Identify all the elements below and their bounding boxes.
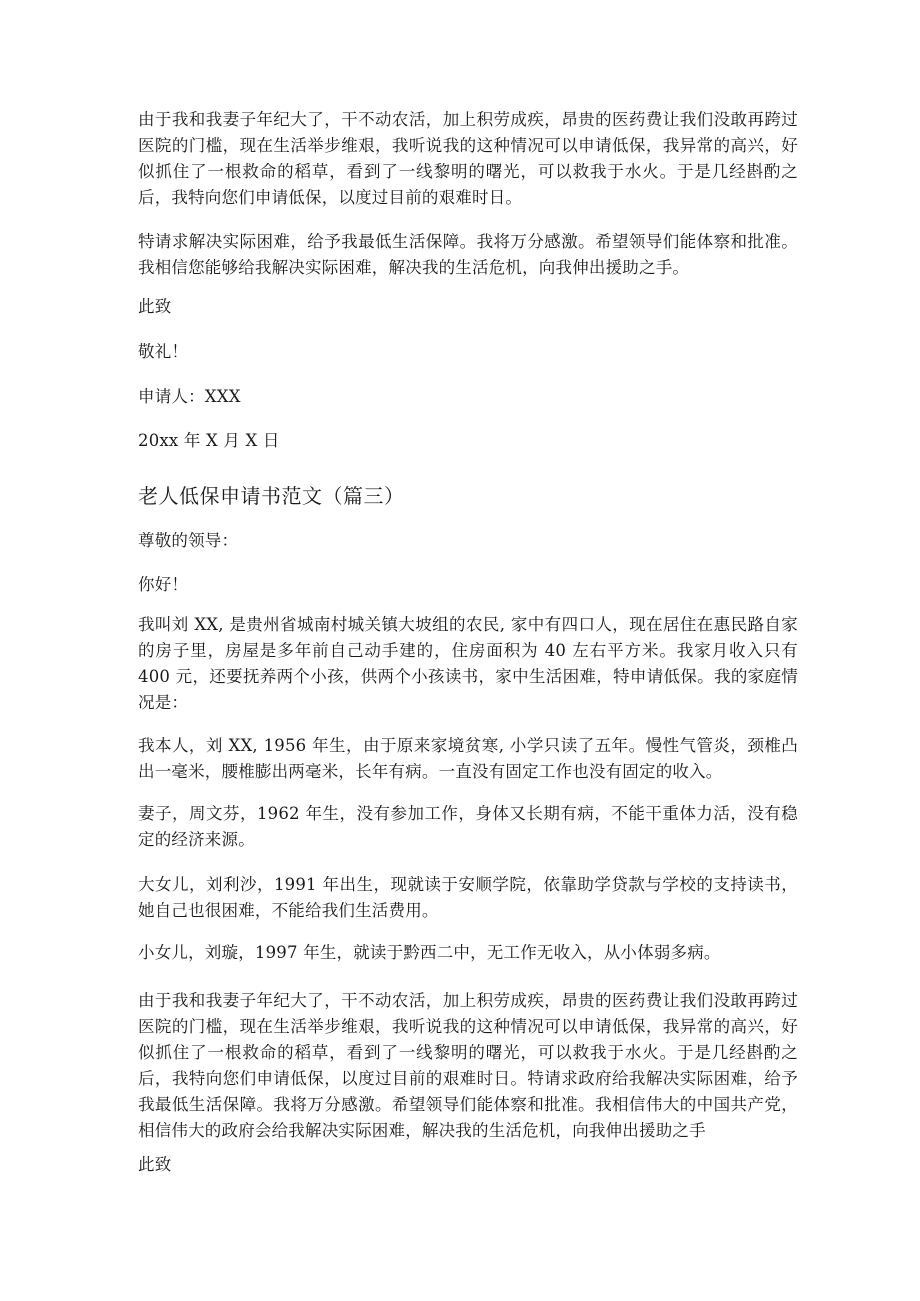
paragraph-hardship: 由于我和我妻子年纪大了，干不动农活，加上积劳成疾，昂贵的医药费让我们没敢再跨过医院的门槛，现在生活举步维艰，我听说我的这种情况可以申请低保，我异常的高兴，好似抓住了一根救命的稻草，看到了一线黎明的曙光，可以救我于水火。于是几经斟酌之后，我特向您们申请低保，以度过目前的艰难时日。 (138, 110, 798, 207)
salutation-jingli: 敬礼！ (138, 342, 189, 361)
paragraph-wife: 妻子，周文芬，1962 年生，没有参加工作，身体又长期有病，不能干重体力活，没有稳定的经济来源。 (138, 804, 798, 849)
closing-cizhi-2: 此致 (138, 1155, 172, 1174)
section-heading: 老人低保申请书范文（篇三） (138, 484, 405, 508)
paragraph-request: 特请求解决实际困难，给予我最低生活保障。我将万分感激。希望领导们能体察和批准。我相信您能够给我解决实际困难，解决我的生活危机，向我伸出援助之手。 (138, 232, 798, 277)
paragraph-elder-daughter: 大女儿，刘利沙，1991 年出生，现就读于安顺学院，依靠助学贷款与学校的支持读书，她自己也很困难，不能给我们生活费用。 (138, 875, 798, 920)
closing-cizhi: 此致 (138, 297, 172, 316)
hello-line: 你好！ (138, 575, 189, 594)
paragraph-self: 我本人，刘 XX, 1956 年生，由于原来家境贫寒, 小学只读了五年。慢性气管炎，颈椎凸出一毫米，腰椎膨出两毫米，长年有病。一直没有固定工作也没有固定的收入。 (138, 736, 798, 781)
paragraph-hardship-request: 由于我和我妻子年纪大了，干不动农活，加上积劳成疾，昂贵的医药费让我们没敢再跨过医院的门槛，现在生活举步维艰，我听说我的这种情况可以申请低保，我异常的高兴，好似抓住了一根救命的稻草，看到了一线黎明的曙光，可以救我于水火。于是几经斟酌之后，我特向您们申请低保，以度过目前的艰难时日。特请求政府给我解决实际困难，给予我最低生活保障。我将万分感激。希望领导们能体察和批准。我相信伟大的中国共产党，相信伟大的政府会给我解决实际困难，解决我的生活危机，向我伸出援助之手 (138, 991, 798, 1140)
paragraph-younger-daughter: 小女儿，刘璇，1997 年生，就读于黔西二中，无工作无收入，从小体弱多病。 (138, 943, 721, 962)
greeting: 尊敬的领导： (138, 531, 239, 550)
signature-date: 20xx 年 X 月 X 日 (138, 431, 280, 450)
applicant-signature: 申请人：XXX (138, 387, 241, 406)
paragraph-introduction: 我叫刘 XX, 是贵州省城南村城关镇大坡组的农民, 家中有四口人，现在居住在惠民路自家的房子里，房屋是多年前自己动手建的，住房面积为 40 左右平方米。我家月收入只有 400 元，还要抚养两个小孩，供两个小孩读书，家中生活困难，特申请低保。我的家庭情况是： (138, 615, 798, 712)
